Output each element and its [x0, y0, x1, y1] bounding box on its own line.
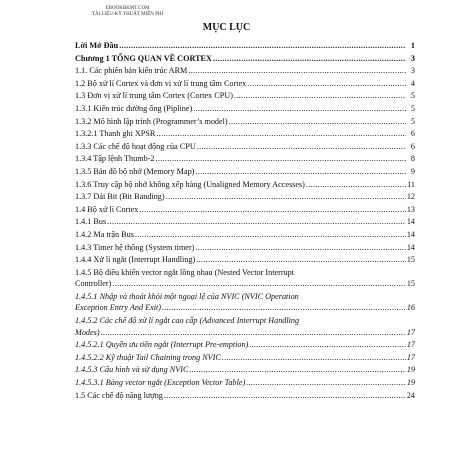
toc-leader-dots — [249, 339, 405, 351]
toc-entry[interactable] — [75, 204, 415, 216]
toc-entry-page: 6 — [410, 129, 415, 139]
toc-entry-label: 1.4.5.3 Cấu hình và sử dụng NVIC — [75, 365, 189, 375]
toc-entry-page: 19 — [406, 378, 415, 388]
toc-entry-page: 3 — [410, 66, 415, 76]
toc-leader-dots — [246, 377, 406, 389]
toc-entry[interactable] — [75, 364, 415, 376]
toc-entry-page: 24 — [406, 390, 415, 400]
toc-entry-page: 6 — [410, 141, 415, 151]
toc-leader-dots — [193, 103, 406, 115]
toc-entry-label: 1.3.5 Bản đồ bộ nhớ (Memory Map) — [75, 166, 195, 176]
toc-entry-page: 5 — [410, 116, 415, 126]
toc-leader-dots — [189, 364, 405, 376]
toc-entry[interactable] — [75, 302, 415, 314]
toc-entry-label: 1.1. Các phiên bản kiến trúc ARM — [75, 66, 188, 76]
toc-entry-page: 12 — [406, 192, 415, 202]
toc-entry-page: 15 — [406, 255, 415, 265]
toc-leader-dots — [101, 327, 406, 339]
toc-entry-label: Lời Mở Đầu — [75, 41, 119, 50]
toc-leader-dots — [166, 191, 406, 203]
toc-leader-dots — [195, 242, 405, 254]
toc-entry-page: 1 — [410, 41, 415, 50]
toc-entry-label: Controller) — [75, 279, 112, 289]
toc-entry[interactable] — [75, 141, 415, 153]
toc-entry[interactable] — [75, 390, 415, 402]
toc-entry-label: 1.5 Các chế độ năng lượng — [75, 390, 163, 400]
toc-entry-label: 1.3.1 Kiến trúc đường ống (Pipline) — [75, 103, 193, 113]
toc-entry-page: 4 — [410, 78, 415, 88]
toc-entry-label: 1.2 Bộ xử lí Cortex và đơn vị xử lí trung tâm Cortex — [75, 78, 247, 88]
toc-entry[interactable] — [75, 254, 415, 266]
toc-entry-page: 14 — [406, 217, 415, 227]
toc-leader-dots — [119, 40, 406, 52]
toc-entry-page: 17 — [406, 327, 415, 337]
toc-entry-page: 17 — [406, 340, 415, 350]
toc-entry[interactable] — [75, 116, 415, 128]
toc-entry-label: 1.3 Đơn vị xử lí trung tâm Cortex (Cortex CPU) — [75, 91, 233, 101]
toc-leader-dots — [139, 204, 405, 216]
toc-entry-label: 1.4.1 Bus — [75, 217, 107, 227]
toc-entry[interactable] — [75, 216, 415, 228]
toc-entry-label: 1.3.2 Mô hình lập trình (Programmer’s model) — [75, 116, 228, 126]
toc-entry-label: 1.4.2 Ma trận Bus — [75, 229, 134, 239]
toc-entry-label: 1.3.4 Tập lệnh Thumb-2 — [75, 154, 155, 164]
toc-entry-page: 17 — [406, 352, 415, 362]
toc-leader-dots — [164, 390, 406, 402]
toc-leader-dots — [135, 229, 406, 241]
toc-entry-line1[interactable]: 1.4.5.2 Các chế độ xử lí ngắt cao cấp (Advanced Interrupt Handling — [75, 316, 300, 326]
site-watermark — [92, 6, 163, 18]
toc-entry-line1[interactable]: 1.4.5 Bộ điều khiển vector ngắt lồng nhau (Nested Vector Interrupt — [75, 267, 295, 277]
toc-entry-page: 13 — [406, 204, 415, 214]
toc-leader-dots — [197, 141, 406, 153]
toc-entry[interactable] — [75, 90, 415, 102]
toc-leader-dots — [222, 352, 406, 364]
toc-entry-label: 1.4.5.2.2 Kỹ thuật Tail Chaining trong NVIC — [75, 352, 221, 362]
toc-leader-dots — [156, 153, 406, 165]
toc-entry[interactable] — [75, 53, 415, 65]
page-title: MỤC LỤC — [202, 22, 251, 33]
toc-entry-page: 3 — [410, 53, 415, 63]
toc-entry[interactable] — [75, 278, 415, 290]
toc-entry-label: 1.4.4 Xử lí ngắt (Interrupt Handling) — [75, 255, 196, 265]
toc-leader-dots — [107, 216, 406, 228]
toc-leader-dots — [306, 179, 406, 191]
toc-entry[interactable] — [75, 242, 415, 254]
toc-entry[interactable] — [75, 377, 415, 389]
toc-entry-page: 15 — [406, 279, 415, 289]
toc-entry[interactable] — [75, 352, 415, 364]
toc-entry-label: 1.3.7 Dải Bit (Bit Banding) — [75, 192, 165, 202]
toc-entry-label: 1.4.5.2.1 Quyền ưu tiên ngắt (Interrupt Pre-emption) — [75, 340, 249, 350]
toc-entry-label: Modes) — [75, 327, 100, 337]
toc-leader-dots — [188, 65, 406, 77]
toc-entry-label: Exception Entry And Exit) — [75, 303, 162, 313]
toc-entry-label: 1.3.6 Truy cập bộ nhớ không xếp hàng (Unaligned Memory Accesses) — [75, 179, 305, 189]
watermark-line-2: TÀI LIỆU-KỸ THUẬT MIỄN PHÍ — [92, 12, 164, 17]
toc-entry[interactable] — [75, 166, 415, 178]
toc-leader-dots — [234, 90, 406, 102]
toc-entry[interactable] — [75, 179, 415, 191]
toc-entry-label: 1.3.3 Các chế độ hoạt động của CPU — [75, 141, 196, 151]
toc-leader-dots — [156, 128, 406, 140]
toc-leader-dots — [213, 53, 406, 65]
toc-entry[interactable] — [75, 339, 415, 351]
toc-entry-label: 1.3.2.1 Thanh ghi XPSR — [75, 129, 156, 139]
toc-entry-label: Chương 1 TỔNG QUAN VỀ CORTEX — [75, 53, 212, 63]
toc-entry[interactable] — [75, 191, 415, 203]
toc-entry[interactable] — [75, 327, 415, 339]
toc-entry-page: 5 — [410, 91, 415, 101]
toc-entry-page: 9 — [410, 166, 415, 176]
table-of-contents — [75, 40, 415, 402]
toc-entry-label: 1.4 Bộ xử lí Cortex — [75, 204, 139, 214]
toc-entry-page: 8 — [410, 154, 415, 164]
toc-leader-dots — [162, 302, 406, 314]
toc-entry[interactable] — [75, 229, 415, 241]
toc-leader-dots — [229, 116, 406, 128]
toc-entry[interactable] — [75, 40, 415, 52]
toc-entry-label: 1.4.3 Timer hệ thống (System timer) — [75, 242, 195, 252]
toc-entry[interactable] — [75, 153, 415, 165]
toc-entry-line1[interactable]: 1.4.5.1 Nhập và thoát khỏi một ngoại lệ của NVIC (NVIC Operation — [75, 291, 299, 301]
toc-entry-page: 19 — [406, 365, 415, 375]
toc-entry-page: 11 — [407, 179, 415, 189]
toc-entry[interactable] — [75, 128, 415, 140]
toc-entry-page: 14 — [406, 242, 415, 252]
toc-leader-dots — [196, 254, 406, 266]
toc-leader-dots — [195, 166, 406, 178]
toc-leader-dots — [112, 278, 405, 290]
toc-entry-page: 14 — [406, 229, 415, 239]
toc-entry[interactable] — [75, 103, 415, 115]
watermark-line-1: EBOOKBKMT.COM — [105, 6, 150, 11]
toc-entry[interactable] — [75, 65, 415, 77]
toc-entry-page: 16 — [406, 303, 415, 313]
toc-entry-page: 5 — [410, 103, 415, 113]
toc-leader-dots — [247, 78, 406, 90]
toc-entry[interactable] — [75, 78, 415, 90]
toc-entry-label: 1.4.5.3.1 Bảng vector ngắt (Exception Vector Table) — [75, 378, 246, 388]
